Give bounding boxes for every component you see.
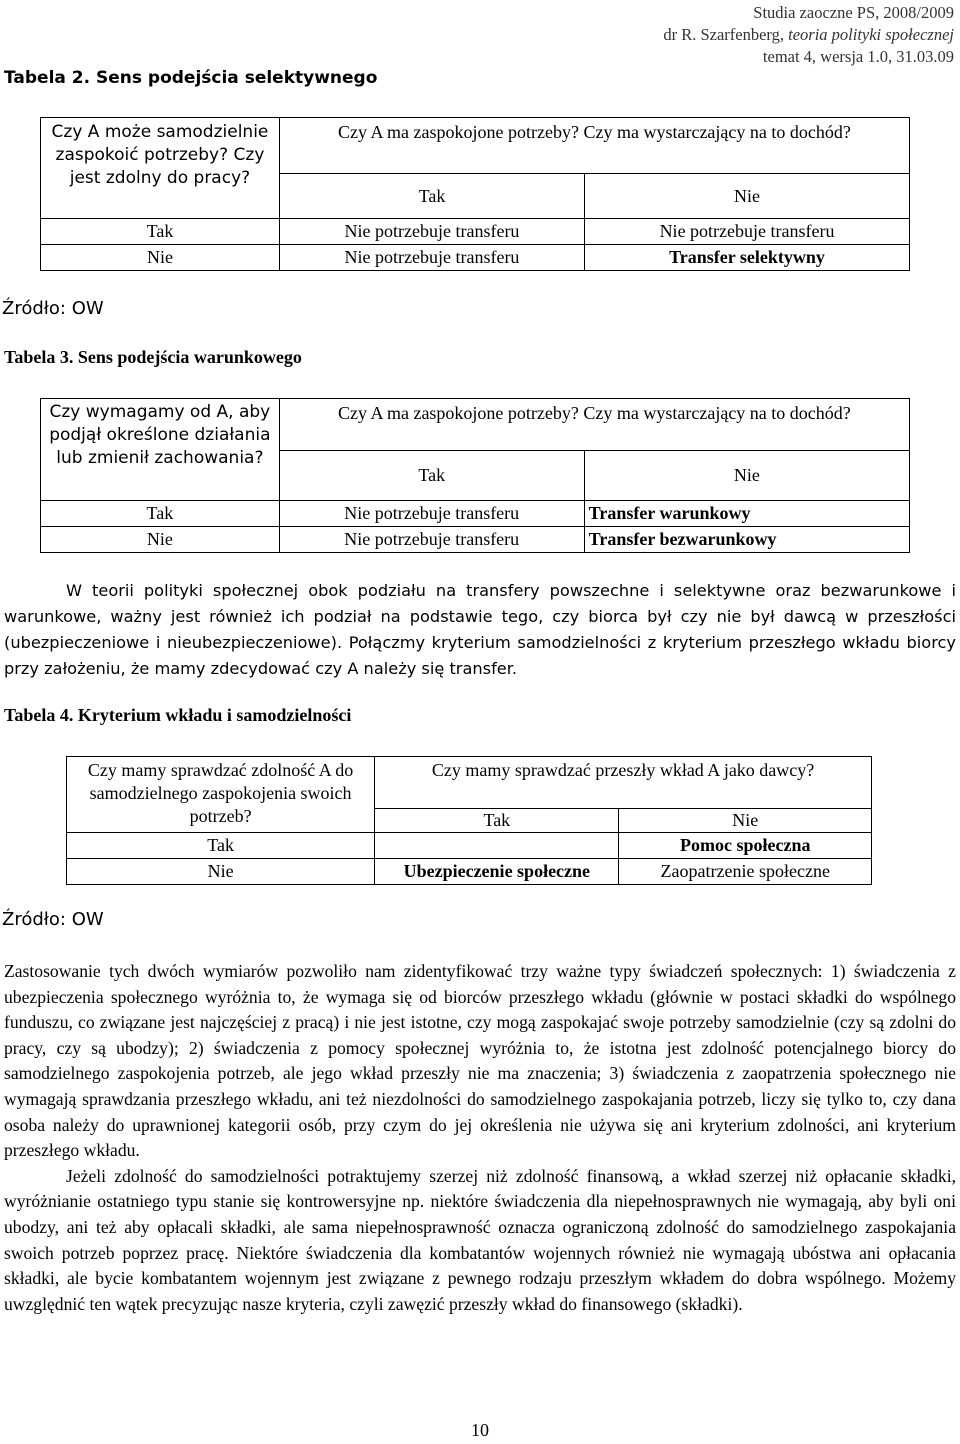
table2-row-label: Nie	[41, 245, 280, 271]
table2-cell: Transfer selektywny	[585, 245, 910, 271]
table2-row-label: Tak	[41, 219, 280, 245]
paragraph-2: Zastosowanie tych dwóch wymiarów pozwoliło nam zidentyfikować trzy ważne typy świadczeń społecznych: 1) świadczenia z ubezpieczenia społecznego wyróżnia to, że wymaga się od biorców przeszłego wkładu (głównie w postaci składki do wspólnego funduszu, co związane jest najczęściej z pracą) i nie jest istotne, czy mogą zaspokajać swoje potrzeby samodzielnie (czy są zdolni do pracy, czy są ubodzy); 2) świadczenia z pomocy społecznej wyróżnia to, że istotna jest zdolność potencjalnego biorcy do samodzielnego zaspokojenia potrzeb, ale jego wkład przeszły nie ma znaczenia; 3) świadczenia z zaopatrzenia społecznego nie wymagają sprawdzania przeszłego wkładu, ani też niezdolności do samodzielnego zaspokajania potrzeb, liczy się tylko to, czy dana osoba należy do uprawnionej kategorii osób, przy czym do jej określenia nie używa się ani kryterium zdolności, ani kryterium przeszłego wkładu.	[4, 961, 956, 1161]
table2-col-question: Czy A ma zaspokojone potrzeby? Czy ma wystarczający na to dochód?	[279, 118, 909, 174]
table3	[40, 398, 910, 553]
paragraph-3: Jeżeli zdolność do samodzielności potraktujemy szerzej niż zdolność finansową, a wkład szerzej niż opłacanie składki, wyróżnianie ostatniego typu stanie się kontrowersyjne np. niektóre świadczenia dla niepełnosprawnych nie wymagają, aby byli oni ubodzy, ani też aby opłacali składki, ale sama niepełnosprawność oznacza ograniczoną zdolność do samodzielnego zaspokajania swoich potrzeb poprzez pracę. Niektóre świadczenia dla kombatantów wojennych również nie wymagają ubóstwa ani opłacania składki, ale bycie kombatantem wojennym jest związane z pewnego rodzaju przeszłym wkładem do dobra wspólnego. Możemy uwzględnić ten wątek precyzując nasze kryteria, czyli zawęzić przeszły wkład do finansowego (składki).	[4, 1165, 956, 1314]
table4-row-question: Czy mamy sprawdzać zdolność A do samodzielnego zaspokojenia swoich potrzeb?	[67, 757, 375, 833]
table3-cell: Transfer warunkowy	[584, 501, 909, 527]
table4-col-no: Nie	[619, 809, 872, 833]
table4-row-label: Tak	[67, 833, 375, 859]
table4-cell: Zaopatrzenie społeczne	[619, 859, 872, 885]
table2-source: Źródło: OW	[2, 298, 104, 319]
page-number: 10	[471, 1420, 489, 1440]
table4-cell	[375, 833, 619, 859]
body-text	[4, 959, 956, 1317]
table3-cell: Nie potrzebuje transferu	[279, 527, 584, 553]
table3-cell: Transfer bezwarunkowy	[584, 527, 909, 553]
table3-col-yes: Tak	[279, 451, 584, 501]
table4	[66, 756, 872, 885]
table3-col-question: Czy A ma zaspokojone potrzeby? Czy ma wystarczający na to dochód?	[279, 399, 909, 451]
table4-source: Źródło: OW	[2, 909, 104, 930]
table2-row-question: Czy A może samodzielnie zaspokoić potrzeby? Czy jest zdolny do pracy?	[41, 118, 280, 219]
table2-cell: Nie potrzebuje transferu	[279, 245, 584, 271]
table2-cell: Nie potrzebuje transferu	[279, 219, 584, 245]
table4-cell: Ubezpieczenie społeczne	[375, 859, 619, 885]
paragraph-1-text: W teorii polityki społecznej obok podziału na transfery powszechne i selektywne oraz bezwarunkowe i warunkowe, ważny jest również ich podział na podstawie tego, czy biorca był czy nie był dawcą w przeszłości (ubezpieczeniowe i nieubezpieczeniowe). Połączmy kryterium samodzielności z kryterium przeszłego wkładu biorcy przy założeniu, że mamy zdecydować czy A należy się transfer.	[4, 581, 956, 678]
header-course: teoria polityki społecznej	[788, 25, 954, 44]
header-author: dr R. Szarfenberg,	[663, 25, 789, 44]
table3-caption: Tabela 3. Sens podejścia warunkowego	[4, 347, 302, 367]
header-line-3: temat 4, wersja 1.0, 31.03.09	[762, 47, 954, 66]
table4-caption: Tabela 4. Kryterium wkładu i samodzielności	[4, 705, 352, 725]
table4-cell: Pomoc społeczna	[619, 833, 872, 859]
table2-cell: Nie potrzebuje transferu	[585, 219, 910, 245]
table3-row-question: Czy wymagamy od A, aby podjął określone działania lub zmienił zachowania?	[41, 399, 280, 501]
header-line-2	[663, 24, 954, 46]
table2-caption: Tabela 2. Sens podejścia selektywnego	[4, 68, 378, 88]
table4-col-question: Czy mamy sprawdzać przeszły wkład A jako dawcy?	[375, 757, 872, 809]
table2	[40, 117, 910, 271]
table3-col-no: Nie	[584, 451, 909, 501]
table4-col-yes: Tak	[375, 809, 619, 833]
table4-row-label: Nie	[67, 859, 375, 885]
header-line-1: Studia zaoczne PS, 2008/2009	[753, 3, 954, 22]
table3-row-label: Tak	[41, 501, 280, 527]
table3-row-label: Nie	[41, 527, 280, 553]
table3-cell: Nie potrzebuje transferu	[279, 501, 584, 527]
table2-col-yes: Tak	[279, 174, 584, 219]
paragraph-1	[4, 578, 956, 682]
table2-col-no: Nie	[585, 174, 910, 219]
